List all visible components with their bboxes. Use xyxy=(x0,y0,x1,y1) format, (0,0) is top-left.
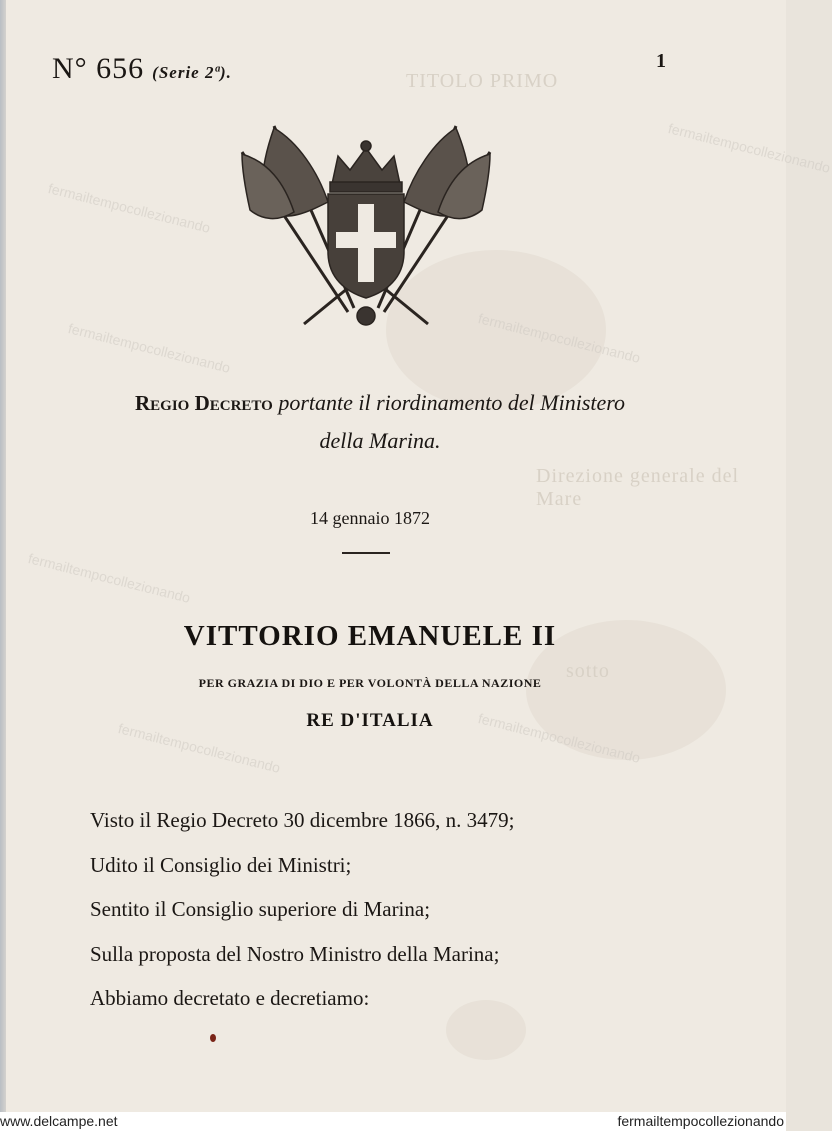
grace-line: PER GRAZIA DI DIO E PER VOLONTÀ DELLA NAZIONE xyxy=(198,676,542,690)
decree-number xyxy=(52,52,232,86)
watermark: fermailtempocollezionando xyxy=(666,120,832,176)
watermark: fermailtempocollezionando xyxy=(116,720,283,776)
watermark: fermailtempocollezionando xyxy=(476,710,643,766)
decree-date: 14 gennaio 1872 xyxy=(310,508,430,528)
recital-line: Abbiamo decretato e decretiamo: xyxy=(90,986,370,1010)
page-number: 1 xyxy=(656,50,666,72)
footer-seller-name: fermailtempocollezionando xyxy=(617,1113,784,1129)
recitals xyxy=(90,798,730,1021)
decree-number-label: N° 656 xyxy=(52,52,145,85)
recital-line: Sentito il Consiglio superiore di Marina; xyxy=(90,897,431,921)
re-line: RE D'ITALIA xyxy=(306,710,434,731)
watermark: fermailtempocollezionando xyxy=(46,180,213,236)
reverse-bleed-through: sotto xyxy=(566,660,610,682)
ink-spot xyxy=(210,1034,216,1042)
reverse-bleed-through: TITOLO PRIMO xyxy=(406,70,559,92)
watermark: fermailtempocollezionando xyxy=(26,550,193,606)
watermark: fermailtempocollezionando xyxy=(66,320,233,376)
title-line-1: portante il riordinamento del Ministero xyxy=(278,390,626,415)
recital-line: Sulla proposta del Nostro Ministro della Marina; xyxy=(90,941,500,966)
recital-line: Visto il Regio Decreto 30 dicembre 1866, n. 3479; xyxy=(90,808,515,832)
divider xyxy=(342,552,390,554)
footer-site-link[interactable]: www.delcampe.net xyxy=(0,1113,118,1129)
watermark: fermailtempocollezionando xyxy=(476,310,643,366)
title-smallcaps: Regio Decreto xyxy=(134,391,273,415)
decree-title xyxy=(40,384,720,460)
recital-line: Udito il Consiglio dei Ministri; xyxy=(90,852,352,877)
series-label: (Serie 2ª). xyxy=(152,63,232,82)
footer-bar xyxy=(0,1112,786,1131)
king-name: VITTORIO EMANUELE II xyxy=(183,620,557,652)
reverse-bleed-through: Direzione generale del Mare xyxy=(536,465,740,510)
savoy-coat-of-arms-icon xyxy=(228,112,504,342)
title-line-2: della Marina. xyxy=(319,428,441,453)
